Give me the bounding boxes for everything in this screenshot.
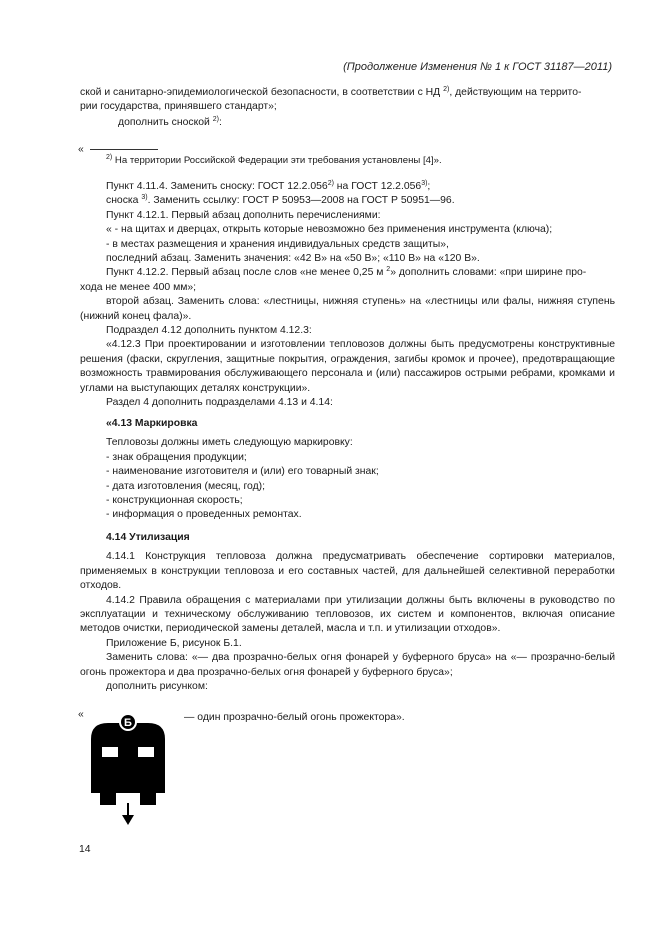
item-ref: сноска $^{3)}$. Заменить ссылку: ГОСТ Р 50953—2008 на ГОСТ Р 50951—96. [106, 194, 455, 207]
footnote: $^{2)}$ На территории Российской Федерации эти требования установлены [4]». [106, 154, 442, 166]
item-list1: « - на щитах и дверцах, открыть которые невозможно без применения инструмента (ключа); [106, 224, 553, 236]
item-4-12-1: Пункт 4.12.1. Первый абзац дополнить перечислениями: [106, 209, 381, 221]
changes-block [80, 180, 615, 411]
utilization-block [80, 531, 615, 637]
item-4-12-3: «4.12.3 При проектировании и изготовлении тепловозов должны быть предусмотрены конструктивные решения (фаски, скругления, защитные покрытия, ограждения, загибы кромок и прочее), предотвращающие возможность травмирования обслуживающего персонала и (или) пассажиров острыми ребрами, кромками и углами на выступающих деталях конструкции». [80, 339, 615, 394]
intro-line2: рии государства, принявшего стандарт»; [80, 101, 277, 113]
utilization-p1: 4.14.1 Конструкция тепловоза должна предусматривать обеспечение сортировки материалов, применяемых в конструкции тепловоза и его составных частей, для дальнейшей селективной переработки отходов. [80, 551, 615, 592]
intro-line1: ской и санитарно-эпидемиологической безопасности, в соответствии с НД $^{2)}$, действующим на террито- [80, 86, 582, 98]
marking-item: - информация о проведенных ремонтах. [106, 509, 302, 521]
item-4-11-4: Пункт 4.11.4. Заменить сноску: ГОСТ 12.2.056$^{2)}$ на ГОСТ 12.2.056$^{3)}$; [106, 180, 431, 192]
locomotive-lights-figure [88, 709, 168, 834]
appendix-block [80, 637, 615, 695]
item-4-12-2: Пункт 4.12.2. Первый абзац после слов «не менее 0,25 м $^2$» дополнить словами: «при ширине про- [106, 266, 587, 279]
marking-heading: «4.13 Маркировка [106, 418, 198, 429]
marking-block [80, 417, 615, 523]
marking-item: - наименование изготовителя и (или) его товарный знак; [106, 466, 379, 478]
footnote-divider [90, 149, 158, 150]
marking-item: - конструкционная скорость; [106, 495, 243, 507]
appendix-add-figure: дополнить рисунком: [106, 681, 208, 693]
item-last-par: последний абзац. Заменить значения: «42 В» на «50 В»; «110 В» на «120 В». [106, 253, 480, 265]
figure-caption: — один прозрачно-белый огонь прожектора». [184, 712, 405, 723]
item-sec4: Раздел 4 дополнить подразделами 4.13 и 4.14: [106, 397, 333, 409]
figure-badge-letter: Б [124, 717, 132, 729]
item-second-par: второй абзац. Заменить слова: «лестницы, нижняя ступень» на «лестницы или фалы, нижняя ступень (нижний конец фала)». [80, 296, 615, 322]
page-number: 14 [79, 844, 91, 855]
marking-intro: Тепловозы должны иметь следующую маркировку: [106, 437, 353, 449]
item-list2: - в местах размещения и хранения индивидуальных средств защиты», [106, 238, 449, 250]
utilization-p2: 4.14.2 Правила обращения с материалами при утилизации должны быть включены в руководство по эксплуатации и техническому обслуживанию тепловозов, их систем и компонентов, включая описание методов очистки, периодической замены деталей, масла и т.п. и утилизации отходов». [80, 594, 615, 635]
appendix-line: Приложение Б, рисунок Б.1. [106, 638, 242, 649]
item-4-12-2-cont: хода не менее 400 мм»; [80, 281, 197, 293]
intro-block [80, 86, 615, 115]
utilization-heading: 4.14 Утилизация [106, 532, 190, 543]
marking-item: - знак обращения продукции; [106, 451, 247, 463]
appendix-replace: Заменить слова: «— два прозрачно-белых огня фонарей у буферного бруса» на «— прозрачно-белый огонь прожектора и два прозрачно-белых огня фонарей у буферного бруса»; [80, 652, 615, 678]
running-header: (Продолжение Изменения № 1 к ГОСТ 31187—2011) [343, 61, 612, 73]
marking-item: - дата изготовления (месяц, год); [106, 480, 265, 492]
footnote-quote: « [78, 144, 84, 155]
item-sub-4-12: Подраздел 4.12 дополнить пунктом 4.12.3: [106, 325, 312, 337]
add-footnote-line: дополнить сноской $^{2)}$: [118, 116, 222, 128]
figure-quote: « [78, 709, 84, 720]
